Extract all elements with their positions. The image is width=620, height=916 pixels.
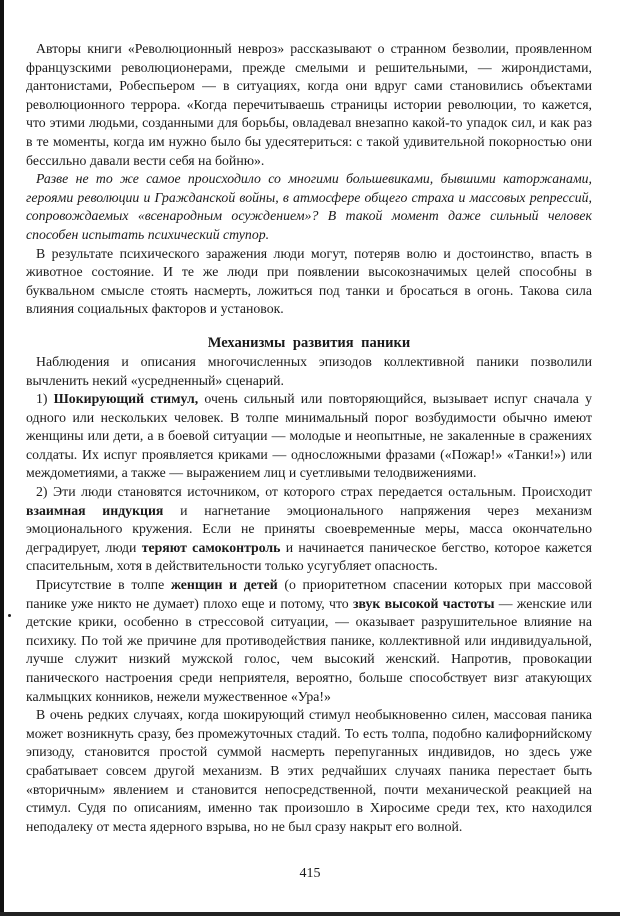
section-heading: Механизмы развития паники	[207, 334, 411, 351]
text-run: и начинается паническое бегство, которое кажется спасительным, хотя в действительности только усугубляет опасность.	[26, 539, 592, 574]
italic-paragraph: Разве не то же самое происходило со многими большевиками, бывшими каторжанами, героями революции и Гражданской войны, в атмосфере общего страха и массовых репрессий, сопровождаемых «всенародным осуждением»? В такой момент даже сильный человек способен испытать психический ступор.	[26, 171, 592, 242]
text-run: Присутствие в толпе	[36, 577, 171, 593]
paragraph: Наблюдения и описания многочисленных эпизодов коллективной паники позволили вычленить некий «усредненный» сценарий.	[26, 353, 592, 388]
bold-term: Шокирующий стимул,	[53, 391, 199, 407]
text-run: и нагнетание эмоционального напряжения через механизм эмоционального кружения. Если не приняты своевременные меры, масса окончательно деградирует, люди	[26, 502, 593, 555]
section-gap	[26, 319, 592, 333]
text-run: 2) Эти люди становятся источником, от которого страх передается остальным. Происходит	[36, 484, 592, 500]
scan-left-edge	[0, 0, 4, 916]
bold-term: звук высокой частоты	[352, 595, 495, 611]
page-body	[26, 40, 592, 836]
bold-term: взаимная индукция	[26, 502, 164, 518]
text-run: (о приоритетном спасении которых при массовой панике уже никто не думает) плохо еще и потому, что	[26, 577, 593, 611]
text-run: 1)	[36, 391, 54, 407]
bold-term: женщин и детей	[170, 577, 278, 593]
paragraph-women-children	[26, 576, 592, 706]
page-number: 415	[299, 866, 321, 881]
paragraph: Авторы книги «Революционный невроз» рассказывают о странном безволии, проявленном французскими революционерами, прежде смелыми и решительными, — жирондистами, дантонистами, Робеспьером — в ситуациях, когда они вдруг сами становились объектами революционного террора. «Когда перечитываешь страницы истории революции, то кажется, что этими людьми, созданными для борьбы, овладевал внезапно какой-то упадок сил, и как раз в те моменты, когда им нужно было бы удесятериться: с такой удивительной покорностью они бессильно давали вести себя на бойню».	[26, 41, 592, 168]
margin-mark	[8, 614, 11, 617]
paragraph-mutual-induction	[26, 483, 592, 576]
text-run: очень сильный или повторяющийся, вызывает испуг сначала у одного или нескольких человек. В толпе минимальный порог возбудимости обычно имеют женщины или дети, а в боевой ситуации — молодые и неопытные, не закаленные в сражениях солдаты. Их испуг проявляется криками — односложными фразами («Пожар!» «Танки!») или междометиями, а также — выражением лиц и суетливыми телодвижениями.	[26, 391, 592, 481]
paragraph: В результате психического заражения люди могут, потеряв волю и достоинство, впасть в животное состояние. И те же люди при появлении высокозначимых целей способны в буквальном смысле стоять насмерть, ложиться под танки и бросаться в огонь. Такова сила влияния социальных факторов и установок.	[26, 245, 592, 317]
text-run: — женские или детские крики, особенно в стрессовой ситуации, — оказывает разрушительное влияние на психику. По той же причине для противодействия панике, коллективной или индивидуальной, лучше служит низкий мужской голос, чем высокий женский. Напротив, провокации панического настроения среди неприятеля, вероятно, больше способствует визг атакующих калмыцких конников, нежели мужественное «Ура!»	[26, 595, 592, 704]
scan-bottom-edge	[0, 912, 620, 916]
bold-term: теряют самоконтроль	[141, 539, 281, 555]
paragraph: В очень редких случаях, когда шокирующий стимул необыкновенно силен, массовая паника может возникнуть сразу, без промежуточных стадий. То есть толпа, подобно калифорнийскому эпизоду, становится простой суммой насмерть перепуганных индивидов, но здесь уже срабатывает совсем другой механизм. В этих редчайших случаях паника перестает быть «вторичным» явлением и становится непосредственной, почти механической реакцией на стимул. Судя по описаниям, именно так произошло в Хиросиме среди тех, кто находился неподалеку от места ядерного взрыва, но не был сразу накрыт его волной.	[26, 707, 592, 834]
paragraph-shocking-stimulus	[26, 390, 592, 483]
